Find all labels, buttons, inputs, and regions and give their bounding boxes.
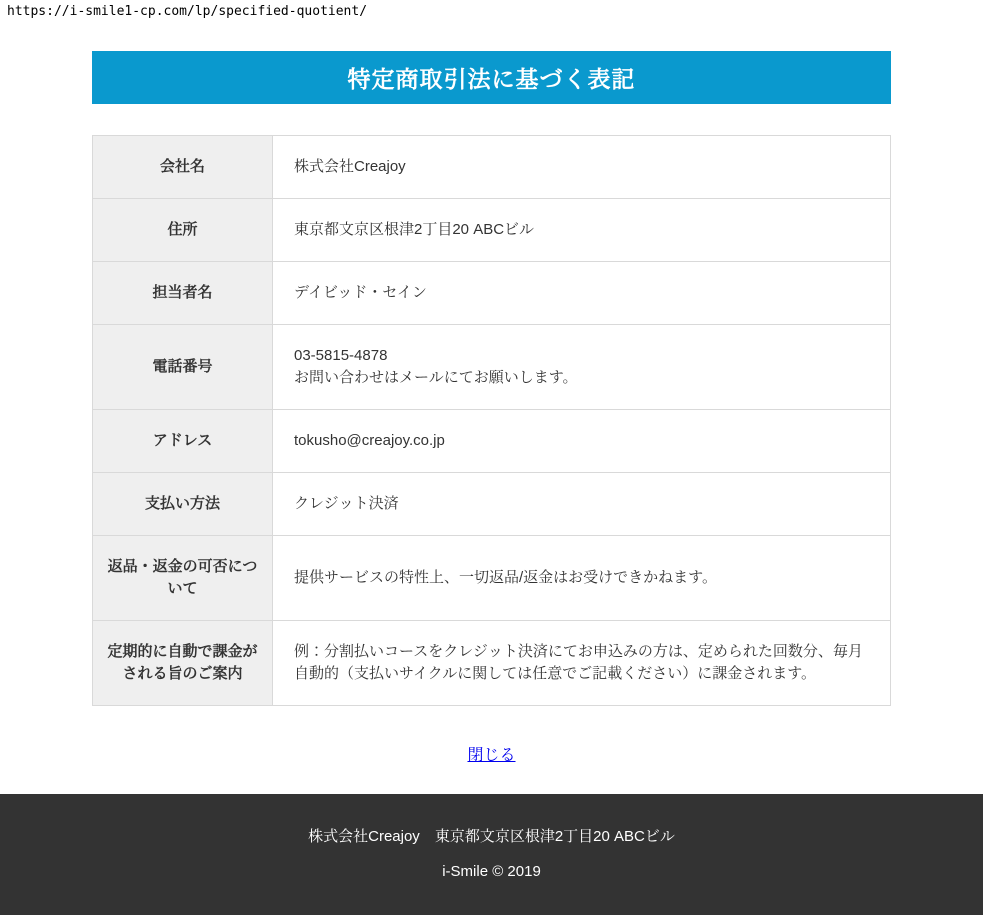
page-title: 特定商取引法に基づく表記 xyxy=(347,66,636,92)
row-label: 支払い方法 xyxy=(93,473,273,535)
table-row-company-name xyxy=(93,136,890,199)
footer-company-address: 株式会社Creajoy 東京都文京区根津2丁目20 ABCビル xyxy=(308,828,675,845)
table-row-recurring-billing xyxy=(93,621,890,706)
row-label: 返品・返金の可否について xyxy=(93,536,273,620)
row-label: 定期的に自動で課金がされる旨のご案内 xyxy=(93,621,273,705)
table-row-refund-policy xyxy=(93,536,890,621)
row-value xyxy=(273,536,890,620)
row-label: アドレス xyxy=(93,410,273,472)
value-line: お問い合わせはメールにてお願いします。 xyxy=(294,369,578,386)
value-line: 提供サービスの特性上、一切返品/返金はお受けできかねます。 xyxy=(294,569,717,586)
table-row-phone xyxy=(93,325,890,410)
value-line: 東京都文京区根津2丁目20 ABCビル xyxy=(294,221,535,238)
row-value xyxy=(273,410,890,472)
row-label: 担当者名 xyxy=(93,262,273,324)
site-footer xyxy=(0,794,983,915)
value-line: 例：分割払いコースをクレジット決済にてお申込みの方は、定められた回数分、毎月自動的（支払いサイクルに関しては任意でご記載ください）に課金されます。 xyxy=(294,643,863,682)
footer-copyright: i-Smile © 2019 xyxy=(442,863,541,880)
value-line: デイビッド・セイン xyxy=(294,284,427,301)
row-value xyxy=(273,199,890,261)
row-value xyxy=(273,325,890,409)
table-row-payment-method xyxy=(93,473,890,536)
title-banner xyxy=(92,51,891,104)
row-value xyxy=(273,136,890,198)
disclosure-table xyxy=(92,135,891,706)
table-row-contact-person xyxy=(93,262,890,325)
row-value xyxy=(273,473,890,535)
row-label: 電話番号 xyxy=(93,325,273,409)
value-line: 株式会社Creajoy xyxy=(294,158,406,175)
value-line: クレジット決済 xyxy=(294,495,399,512)
close-link-area xyxy=(92,742,891,763)
url-text: https://i-smile1-cp.com/lp/specified-quotient/ xyxy=(7,4,368,19)
row-label: 会社名 xyxy=(93,136,273,198)
table-row-email xyxy=(93,410,890,473)
content-container xyxy=(92,51,891,763)
close-link[interactable]: 閉じる xyxy=(467,747,516,764)
table-row-address xyxy=(93,199,890,262)
row-value xyxy=(273,262,890,324)
row-value xyxy=(273,621,890,705)
value-line: 03-5815-4878 xyxy=(294,347,388,364)
value-line: tokusho@creajoy.co.jp xyxy=(294,432,445,449)
row-label: 住所 xyxy=(93,199,273,261)
